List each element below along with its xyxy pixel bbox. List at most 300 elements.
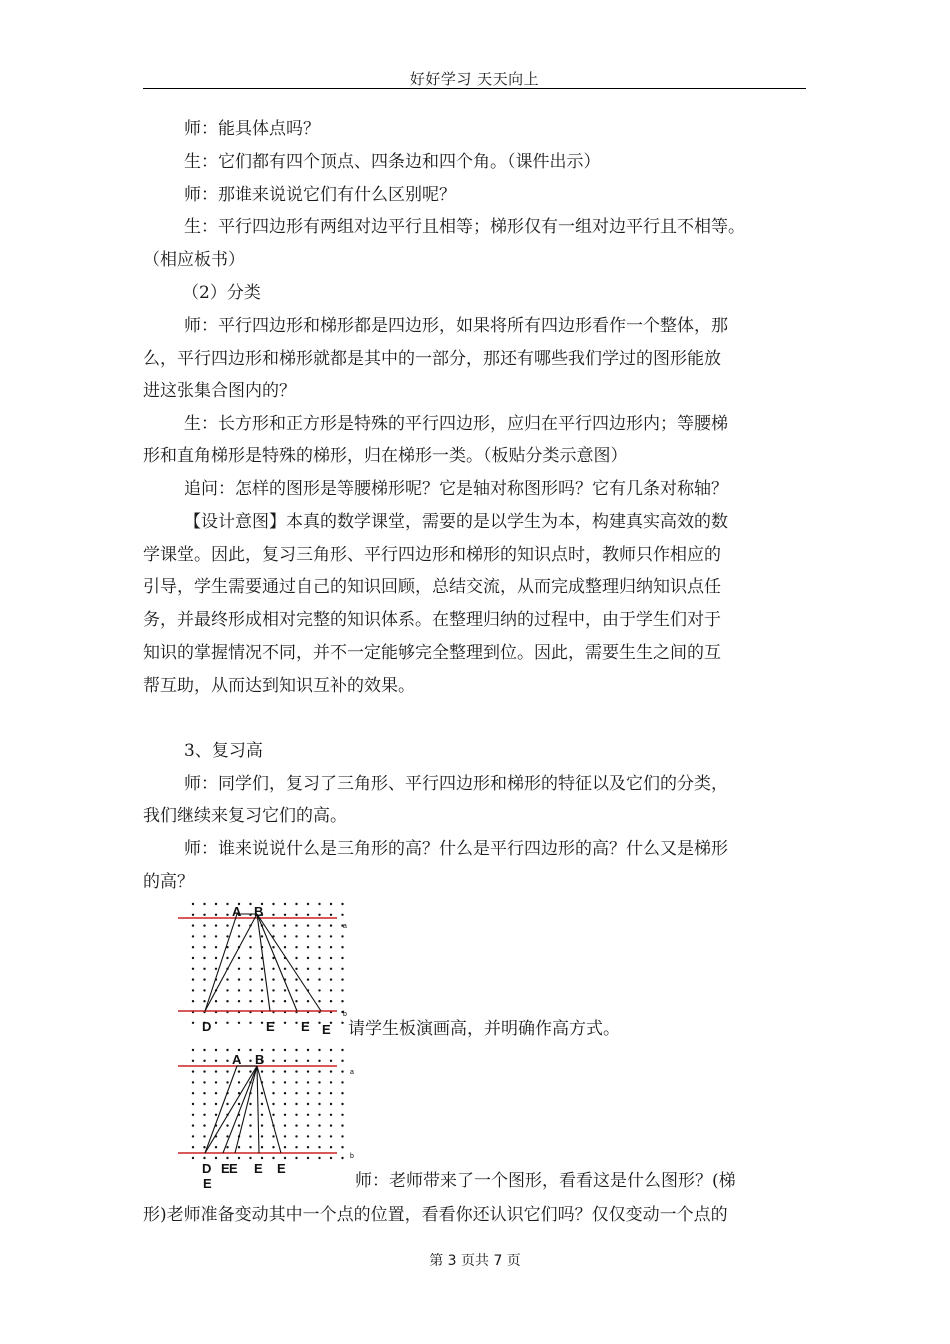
grid-dot: [341, 935, 343, 937]
grid-dot: [238, 1022, 240, 1024]
grid-dot: [284, 1060, 286, 1062]
grid-dot: [203, 903, 205, 905]
grid-dot: [249, 1124, 251, 1126]
grid-dot: [226, 1135, 228, 1137]
grid-dot: [203, 978, 205, 980]
grid-dot: [192, 924, 194, 926]
grid-dot: [249, 978, 251, 980]
grid-dot: [272, 1103, 274, 1105]
grid-dot: [307, 957, 309, 959]
grid-dot: [284, 1114, 286, 1116]
grid-dot: [330, 946, 332, 948]
grid-dot: [238, 978, 240, 980]
grid-dot: [318, 946, 320, 948]
grid-dot: [341, 1081, 343, 1083]
grid-dot: [284, 914, 286, 916]
grid-dot: [215, 946, 217, 948]
grid-dot: [203, 946, 205, 948]
grid-dot: [295, 1103, 297, 1105]
grid-dot: [249, 903, 251, 905]
label-line-b: b: [350, 1153, 354, 1160]
grid-dot: [261, 1157, 263, 1159]
grid-dot: [226, 1124, 228, 1126]
grid-dot: [238, 1049, 240, 1051]
grid-dot: [203, 1092, 205, 1094]
grid-dot: [295, 935, 297, 937]
grid-dot: [330, 1157, 332, 1159]
grid-dot: [192, 1124, 194, 1126]
grid-dot: [215, 1049, 217, 1051]
grid-dot: [192, 1146, 194, 1148]
label-point-e: E: [322, 1022, 331, 1037]
grid-dot: [215, 935, 217, 937]
grid-dot: [307, 924, 309, 926]
section-heading: （2）分类: [182, 283, 261, 303]
grid-dot: [318, 903, 320, 905]
grid-dot: [226, 1070, 228, 1072]
figure2-caption: 师：老师带来了一个图形，看看这是什么图形？(梯: [355, 1171, 736, 1191]
grid-dot: [318, 1060, 320, 1062]
grid-dot: [226, 1022, 228, 1024]
grid-dot: [272, 1049, 274, 1051]
grid-dot: [307, 903, 309, 905]
triangle-lines: [205, 914, 321, 1011]
label-point-b: B: [254, 904, 264, 919]
grid-dot: [249, 946, 251, 948]
grid-dot: [295, 1124, 297, 1126]
grid-dot: [307, 946, 309, 948]
grid-dot: [318, 989, 320, 991]
grid-dot: [261, 1146, 263, 1148]
grid-dot: [192, 1070, 194, 1072]
grid-dot: [330, 1103, 332, 1105]
grid-dots: [192, 903, 344, 1024]
label-point-e: E: [254, 1161, 263, 1176]
page-header: 好好学习 天天向上: [409, 70, 540, 88]
grid-dot: [226, 957, 228, 959]
grid-dot: [318, 914, 320, 916]
grid-dot: [261, 1070, 263, 1072]
grid-dot: [249, 968, 251, 970]
paragraph: 么，平行四边形和梯形就都是其中的一部分，那还有哪些我们学过的图形能放: [143, 349, 721, 369]
grid-dot: [203, 1081, 205, 1083]
grid-dot: [341, 1114, 343, 1116]
paragraph: （相应板书）: [143, 250, 245, 270]
grid-dot: [203, 1060, 205, 1062]
grid-dot: [341, 1000, 343, 1002]
paragraph: 师：能具体点吗？: [184, 119, 320, 139]
grid-dot: [261, 1000, 263, 1002]
grid-dot: [295, 1114, 297, 1116]
grid-dot: [295, 1000, 297, 1002]
grid-dot: [284, 1000, 286, 1002]
paragraph: 生：它们都有四个顶点、四条边和四个角。（课件出示）: [184, 152, 601, 172]
header-divider: [143, 88, 806, 89]
grid-dot: [192, 946, 194, 948]
grid-dot: [284, 903, 286, 905]
grid-dot: [249, 957, 251, 959]
paragraph: 师：同学们，复习了三角形、平行四边形和梯形的特征以及它们的分类，: [184, 774, 728, 794]
grid-dot: [318, 1135, 320, 1137]
grid-dot: [192, 1081, 194, 1083]
grid-dot: [192, 1049, 194, 1051]
grid-dot: [318, 935, 320, 937]
grid-dot: [318, 1157, 320, 1159]
paragraph: 师：平行四边形和梯形都是四边形，如果将所有四边形看作一个整体，那: [184, 316, 728, 336]
label-point-b: B: [255, 1052, 265, 1067]
grid-dot: [307, 1157, 309, 1159]
grid-dot: [272, 1114, 274, 1116]
grid-dot: [284, 1049, 286, 1051]
grid-dot: [261, 968, 263, 970]
paragraph: 务，并最终形成相对完整的知识体系。在整理归纳的过程中，由于学生们对于: [143, 610, 721, 630]
grid-dot: [249, 1157, 251, 1159]
grid-dot: [330, 1000, 332, 1002]
grid-dot: [203, 1049, 205, 1051]
grid-dot: [330, 1135, 332, 1137]
grid-dot: [341, 946, 343, 948]
grid-dot: [341, 1135, 343, 1137]
grid-dot: [249, 1022, 251, 1024]
grid-dot: [203, 1114, 205, 1116]
grid-dot: [226, 914, 228, 916]
label-point-e: E: [301, 1019, 310, 1034]
label-point-e: E: [266, 1019, 275, 1034]
grid-dot: [192, 1103, 194, 1105]
grid-dot: [341, 957, 343, 959]
grid-dot: [238, 1000, 240, 1002]
grid-dot: [307, 1070, 309, 1072]
grid-dot: [284, 1135, 286, 1137]
grid-dot: [203, 957, 205, 959]
grid-dot: [318, 1114, 320, 1116]
grid-dot: [215, 1022, 217, 1024]
grid-dot: [330, 1049, 332, 1051]
grid-dot: [192, 1157, 194, 1159]
grid-dot: [215, 1070, 217, 1072]
grid-dot: [249, 1000, 251, 1002]
grid-dot: [318, 1092, 320, 1094]
grid-dot: [284, 1070, 286, 1072]
grid-dot: [307, 1060, 309, 1062]
grid-dot: [284, 924, 286, 926]
label-point-e: E: [203, 1176, 212, 1191]
grid-dot: [330, 978, 332, 980]
paragraph: 师：那谁来说说它们有什么区别呢？: [184, 185, 456, 205]
grid-dot: [226, 1157, 228, 1159]
grid-dot: [318, 1124, 320, 1126]
grid-dot: [203, 1146, 205, 1148]
grid-dot: [330, 903, 332, 905]
grid-dot: [341, 1146, 343, 1148]
grid-dot: [284, 1146, 286, 1148]
paragraph: 形)老师准备变动其中一个点的位置，看看你还认识它们吗？仅仅变动一个点的: [143, 1205, 728, 1225]
grid-dot: [192, 1000, 194, 1002]
grid-dot: [226, 1146, 228, 1148]
grid-dot: [261, 1103, 263, 1105]
design-intent-paragraph: 【设计意图】本真的数学课堂，需要的是以学生为本，构建真实高效的数: [184, 512, 728, 532]
grid-dot: [192, 1060, 194, 1062]
grid-dot: [203, 1103, 205, 1105]
grid-dot: [226, 903, 228, 905]
grid-dot: [284, 1081, 286, 1083]
paragraph: 生：平行四边形有两组对边平行且相等；梯形仅有一组对边平行且不相等。: [184, 217, 745, 237]
grid-dot: [261, 989, 263, 991]
grid-dot: [330, 1146, 332, 1148]
figure1-caption: 请学生板演画高，并明确作高方式。: [348, 1019, 620, 1039]
label-line-b: b: [343, 1011, 347, 1018]
grid-dot: [330, 1124, 332, 1126]
label-point-d: D: [202, 1161, 212, 1176]
grid-dot: [203, 924, 205, 926]
grid-dot: [192, 1092, 194, 1094]
grid-dot: [307, 1103, 309, 1105]
grid-dot: [330, 968, 332, 970]
grid-dot: [295, 1092, 297, 1094]
grid-dot: [192, 968, 194, 970]
grid-dot: [238, 1103, 240, 1105]
grid-dot: [261, 1022, 263, 1024]
grid-dot: [215, 924, 217, 926]
paragraph: 追问：怎样的图形是等腰梯形呢？它是轴对称图形吗？它有几条对称轴？: [184, 479, 728, 499]
trapezoid-height-diagram: [175, 1042, 355, 1192]
triangle-height-diagram: [175, 896, 355, 1041]
grid-dot: [192, 935, 194, 937]
grid-dot: [341, 1022, 343, 1024]
grid-dot: [284, 1092, 286, 1094]
grid-dot: [215, 1092, 217, 1094]
grid-dot: [341, 1060, 343, 1062]
grid-dot: [295, 957, 297, 959]
grid-dot: [272, 978, 274, 980]
paragraph: 生：长方形和正方形是特殊的平行四边形，应归在平行四边形内；等腰梯: [184, 414, 728, 434]
grid-dot: [215, 1081, 217, 1083]
triangle-lines: [205, 1066, 281, 1153]
grid-dot: [249, 1146, 251, 1148]
grid-dot: [215, 1000, 217, 1002]
grid-dot: [272, 1060, 274, 1062]
grid-dot: [318, 1070, 320, 1072]
grid-dot: [307, 1049, 309, 1051]
dot-grid-figure-2: [175, 1042, 355, 1192]
grid-dot: [272, 1081, 274, 1083]
grid-dot: [238, 957, 240, 959]
grid-dot: [226, 1060, 228, 1062]
label-line-a: a: [343, 923, 347, 930]
grid-dot: [330, 957, 332, 959]
grid-dot: [307, 1000, 309, 1002]
grid-dot: [238, 1070, 240, 1072]
grid-dot: [215, 1146, 217, 1148]
grid-dot: [192, 989, 194, 991]
grid-dot: [238, 1146, 240, 1148]
grid-dot: [192, 957, 194, 959]
grid-dot: [341, 989, 343, 991]
grid-dot: [272, 968, 274, 970]
grid-dot: [249, 1070, 251, 1072]
grid-dot: [318, 968, 320, 970]
grid-dot: [307, 935, 309, 937]
grid-dot: [284, 989, 286, 991]
grid-dot: [192, 903, 194, 905]
grid-dot: [318, 1022, 320, 1024]
grid-dot: [330, 935, 332, 937]
paragraph: 师：谁来说说什么是三角形的高？什么是平行四边形的高？什么又是梯形: [184, 839, 728, 859]
grid-dot: [341, 978, 343, 980]
grid-dot: [215, 1060, 217, 1062]
grid-dot: [330, 1114, 332, 1116]
grid-dot: [215, 1103, 217, 1105]
grid-dot: [295, 924, 297, 926]
paragraph: 帮互助，从而达到知识互补的效果。: [143, 676, 415, 696]
grid-dot: [238, 1081, 240, 1083]
grid-dot: [295, 1157, 297, 1159]
grid-dot: [249, 1049, 251, 1051]
grid-dot: [330, 1081, 332, 1083]
grid-dot: [318, 924, 320, 926]
grid-dot: [330, 1060, 332, 1062]
grid-dot: [318, 1000, 320, 1002]
grid-dot: [261, 1124, 263, 1126]
grid-dot: [341, 1070, 343, 1072]
grid-dot: [307, 1081, 309, 1083]
grid-dot: [330, 1070, 332, 1072]
grid-dot: [272, 1157, 274, 1159]
grid-dot: [203, 1070, 205, 1072]
grid-dot: [307, 1092, 309, 1094]
grid-dot: [215, 903, 217, 905]
grid-dot: [272, 946, 274, 948]
grid-dot: [284, 968, 286, 970]
label-point-e: E: [221, 1161, 230, 1176]
grid-dot: [226, 978, 228, 980]
grid-dot: [226, 989, 228, 991]
grid-dot: [215, 1114, 217, 1116]
label-line-a: a: [350, 1069, 354, 1076]
grid-dot: [272, 903, 274, 905]
grid-dot: [215, 1157, 217, 1159]
grid-dot: [272, 1070, 274, 1072]
grid-dot: [238, 968, 240, 970]
grid-dot: [249, 1103, 251, 1105]
grid-dot: [261, 1114, 263, 1116]
grid-dot: [226, 1081, 228, 1083]
paragraph: 的高？: [143, 872, 194, 892]
grid-dot: [330, 1092, 332, 1094]
grid-dot: [318, 1146, 320, 1148]
label-point-d: D: [202, 1019, 212, 1034]
grid-dot: [238, 924, 240, 926]
grid-dot: [272, 924, 274, 926]
label-point-a: A: [232, 904, 242, 919]
grid-dot: [341, 1092, 343, 1094]
grid-dot: [307, 978, 309, 980]
grid-dot: [272, 1092, 274, 1094]
grid-dot: [295, 914, 297, 916]
grid-dot: [261, 1049, 263, 1051]
grid-dot: [215, 968, 217, 970]
grid-dot: [341, 903, 343, 905]
grid-dot: [341, 1049, 343, 1051]
grid-dot: [318, 978, 320, 980]
grid-dot: [192, 914, 194, 916]
paragraph: 我们继续来复习它们的高。: [143, 806, 347, 826]
grid-dot: [295, 1070, 297, 1072]
grid-dot: [203, 1135, 205, 1137]
grid-dot: [295, 903, 297, 905]
grid-dot: [238, 1124, 240, 1126]
grid-dot: [295, 1135, 297, 1137]
grid-dot: [226, 924, 228, 926]
grid-dot: [249, 1135, 251, 1137]
grid-dot: [261, 1135, 263, 1137]
grid-dot: [341, 968, 343, 970]
grid-dot: [295, 1081, 297, 1083]
grid-dot: [249, 1060, 251, 1062]
grid-dot: [215, 957, 217, 959]
grid-dot: [249, 989, 251, 991]
grid-dot: [203, 1157, 205, 1159]
grid-dot: [249, 1114, 251, 1116]
paragraph: 知识的掌握情况不同，并不一定能够完全整理到位。因此，需要生生之间的互: [143, 643, 721, 663]
grid-dot: [295, 946, 297, 948]
grid-dot: [203, 935, 205, 937]
grid-dot: [192, 1135, 194, 1137]
grid-dot: [307, 1146, 309, 1148]
grid-dot: [284, 1124, 286, 1126]
grid-dot: [272, 989, 274, 991]
page-footer: 第 3 页共 7 页: [429, 1253, 521, 1269]
grid-dot: [192, 1114, 194, 1116]
grid-dot: [307, 968, 309, 970]
grid-dot: [318, 1103, 320, 1105]
grid-dot: [203, 989, 205, 991]
grid-dot: [284, 946, 286, 948]
grid-dot: [284, 1022, 286, 1024]
grid-dot: [261, 978, 263, 980]
grid-dot: [249, 935, 251, 937]
grid-dot: [295, 1022, 297, 1024]
grid-dot: [226, 1049, 228, 1051]
grid-dot: [330, 924, 332, 926]
grid-dot: [295, 1060, 297, 1062]
grid-dot: [295, 1049, 297, 1051]
grid-dot: [272, 914, 274, 916]
grid-dot: [238, 935, 240, 937]
grid-dot: [272, 1000, 274, 1002]
grid-dot: [307, 1124, 309, 1126]
grid-dot: [318, 1081, 320, 1083]
grid-dot: [341, 1157, 343, 1159]
grid-dot: [341, 1103, 343, 1105]
grid-dot: [203, 914, 205, 916]
grid-dot: [318, 1049, 320, 1051]
grid-dot: [307, 1114, 309, 1116]
grid-dot: [341, 914, 343, 916]
grid-dot: [226, 1103, 228, 1105]
grid-dot: [261, 1092, 263, 1094]
grid-dot: [307, 1135, 309, 1137]
grid-dot: [307, 914, 309, 916]
label-point-a: A: [232, 1052, 242, 1067]
paragraph: 进这张集合图内的？: [143, 381, 296, 401]
grid-dot: [295, 968, 297, 970]
grid-dot: [295, 978, 297, 980]
grid-dot: [238, 1157, 240, 1159]
grid-dot: [295, 989, 297, 991]
section-heading: 3、复习高: [184, 741, 263, 761]
paragraph: 学课堂。因此，复习三角形、平行四边形和梯形的知识点时，教师只作相应的: [143, 545, 721, 565]
